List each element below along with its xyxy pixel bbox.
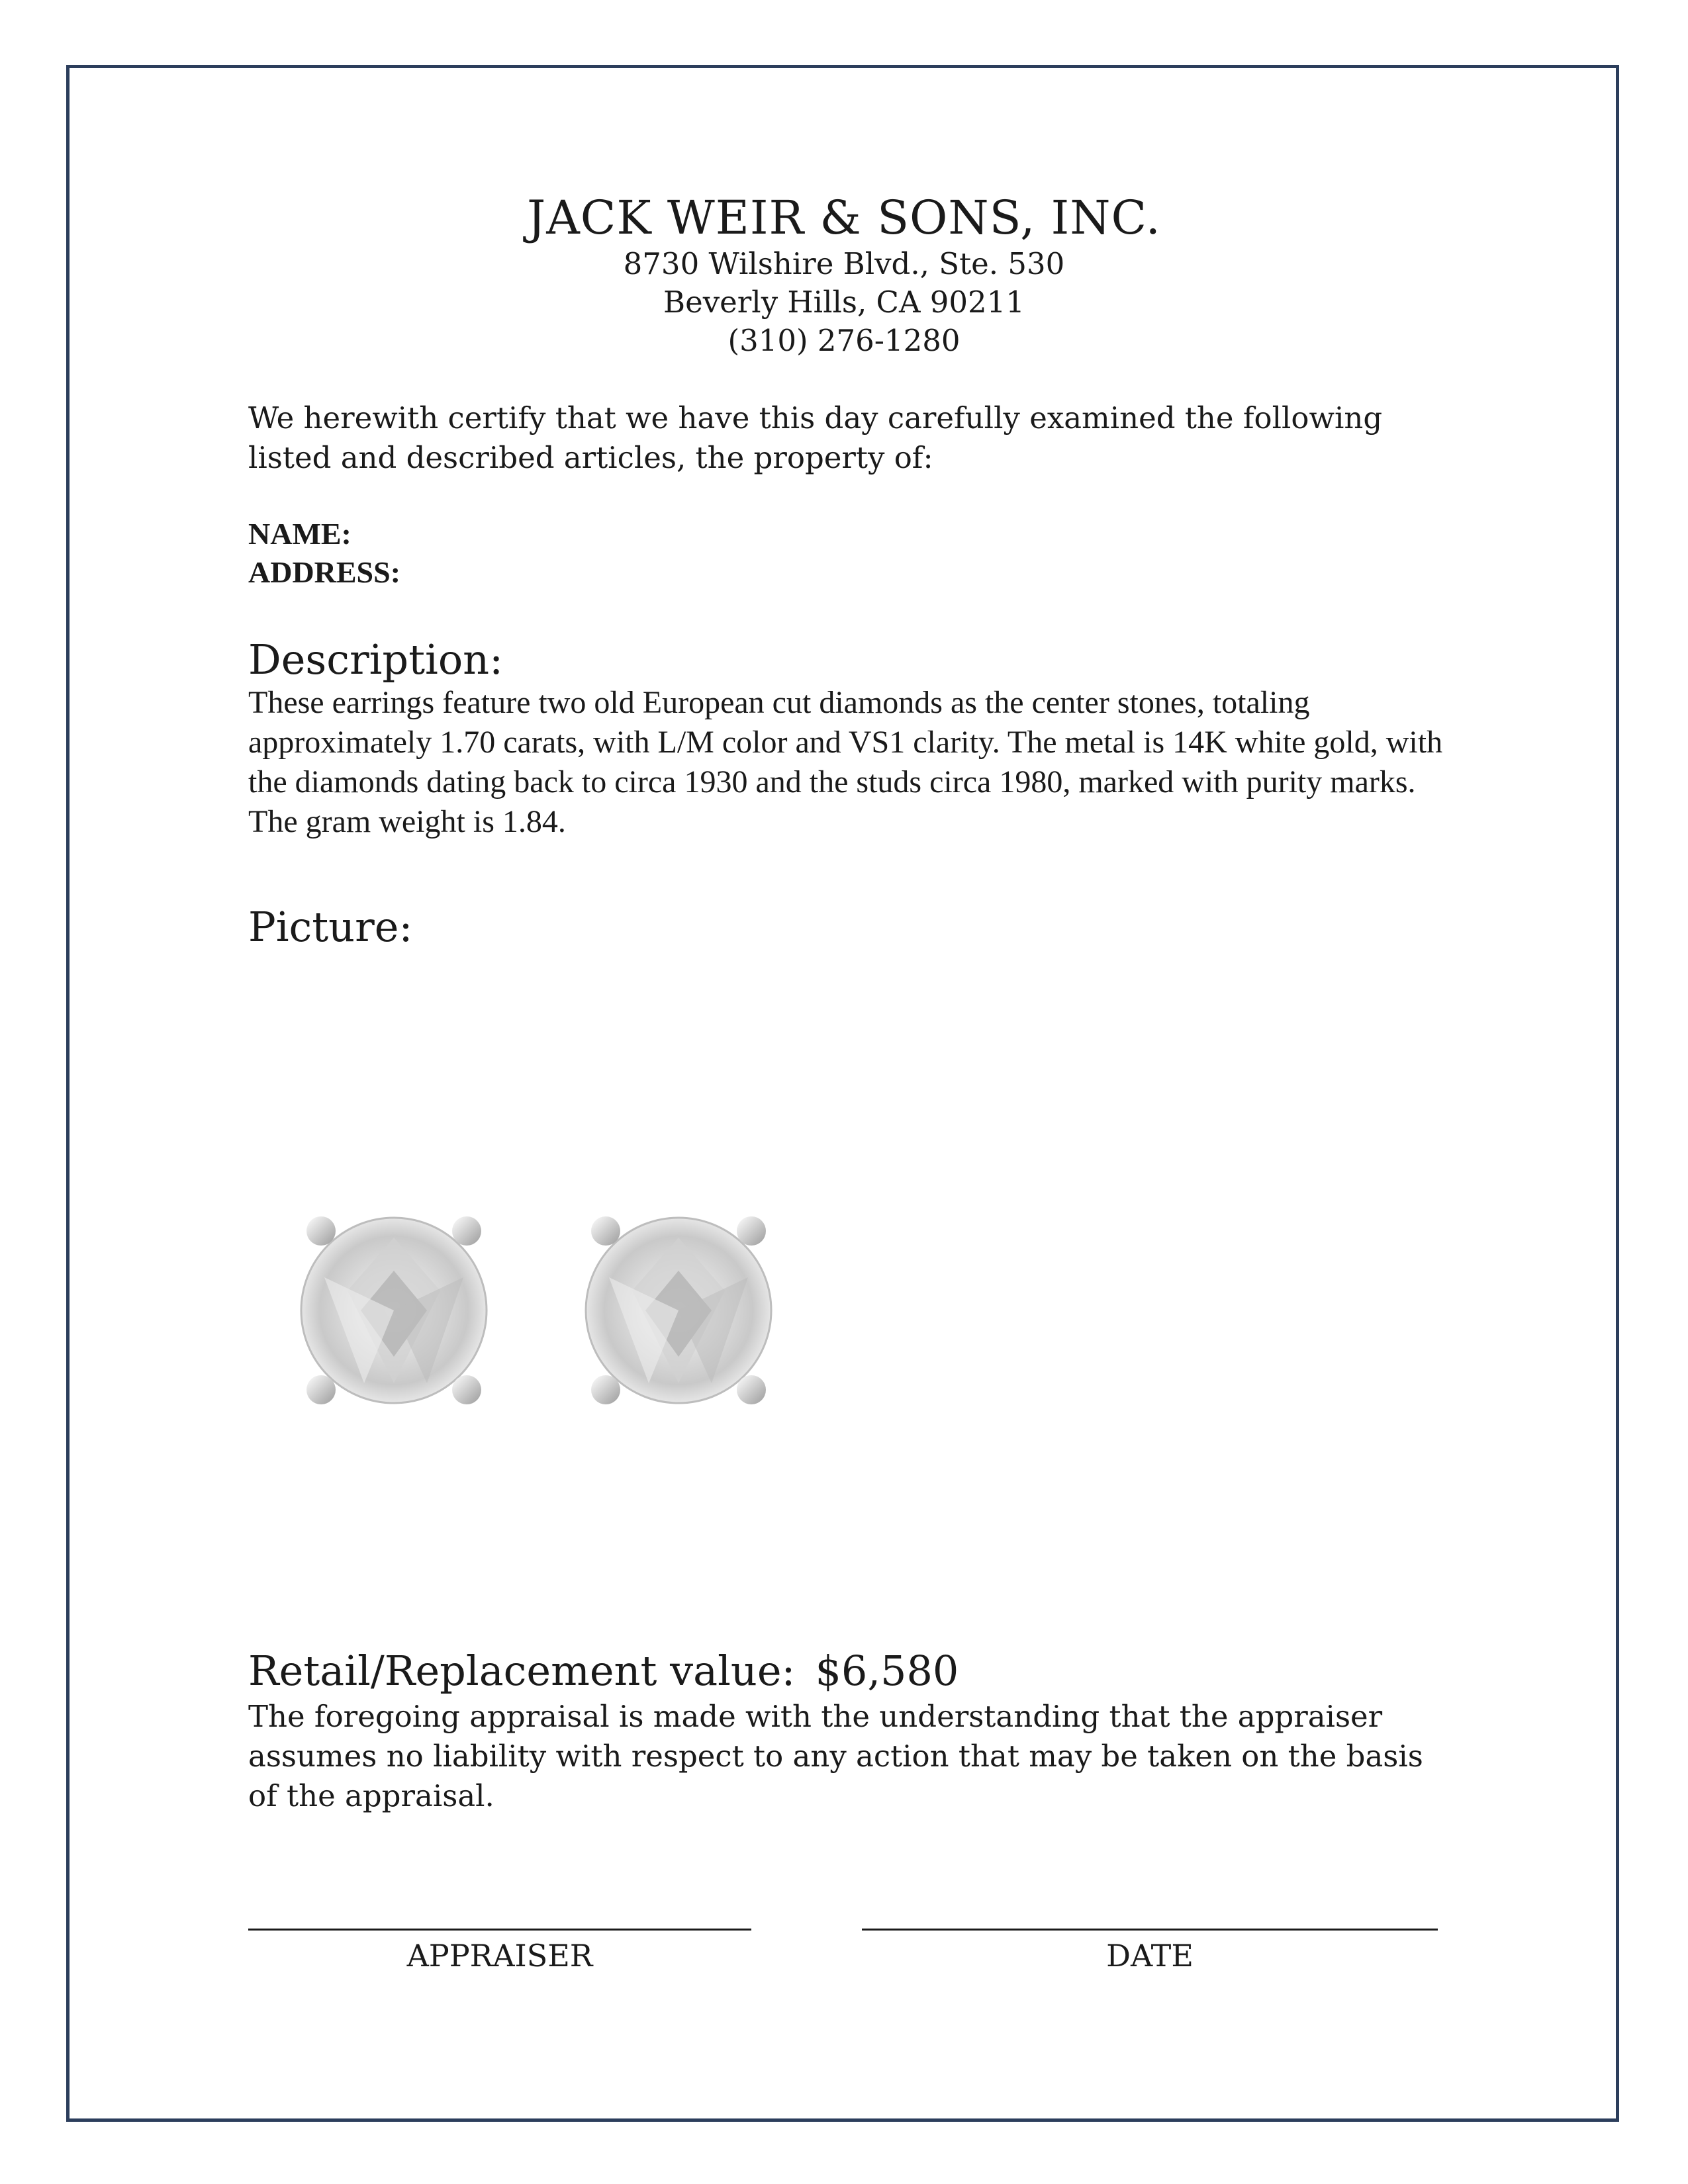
company-phone: (310) 276-1280 [727,323,961,358]
retail-value-amount: $6,580 [815,1647,959,1695]
appraiser-label: APPRAISER [406,1938,593,1974]
picture-title: Picture: [248,903,413,951]
date-label: DATE [1106,1938,1194,1974]
description-text: These earrings feature two old European cut diamonds as the center stones, totaling approximately 1.70 carats, with L/M color and VS1 clarity. The metal is 14K white gold, with the diamonds dating back to circa 1930 and the studs circa 1980, marked with purity marks. The gram weight is 1.84. [248,685,1443,839]
appraiser-signature-line [248,1929,751,1931]
name-label: NAME: [248,517,352,551]
company-address-line2: Beverly Hills, CA 90211 [663,285,1025,320]
left-earring [301,1216,487,1404]
company-name: JACK WEIR & SONS, INC. [527,191,1161,245]
retail-value [248,1647,959,1695]
retail-value-label: Retail/Replacement value: [248,1647,796,1695]
right-earring [586,1216,771,1404]
date-signature-line [862,1929,1438,1931]
diamond-earrings-photo [285,1191,801,1430]
disclaimer-text: The foregoing appraisal is made with the understanding that the appraiser assumes no liability with respect to any action that may be taken on the basis of the appraisal. [248,1699,1423,1813]
company-address-line1: 8730 Wilshire Blvd., Ste. 530 [623,246,1065,281]
address-label: ADDRESS: [248,555,401,589]
description-title: Description: [248,635,503,684]
certification-intro: We herewith certify that we have this day carefully examined the following listed and described articles, the property of: [248,400,1383,475]
